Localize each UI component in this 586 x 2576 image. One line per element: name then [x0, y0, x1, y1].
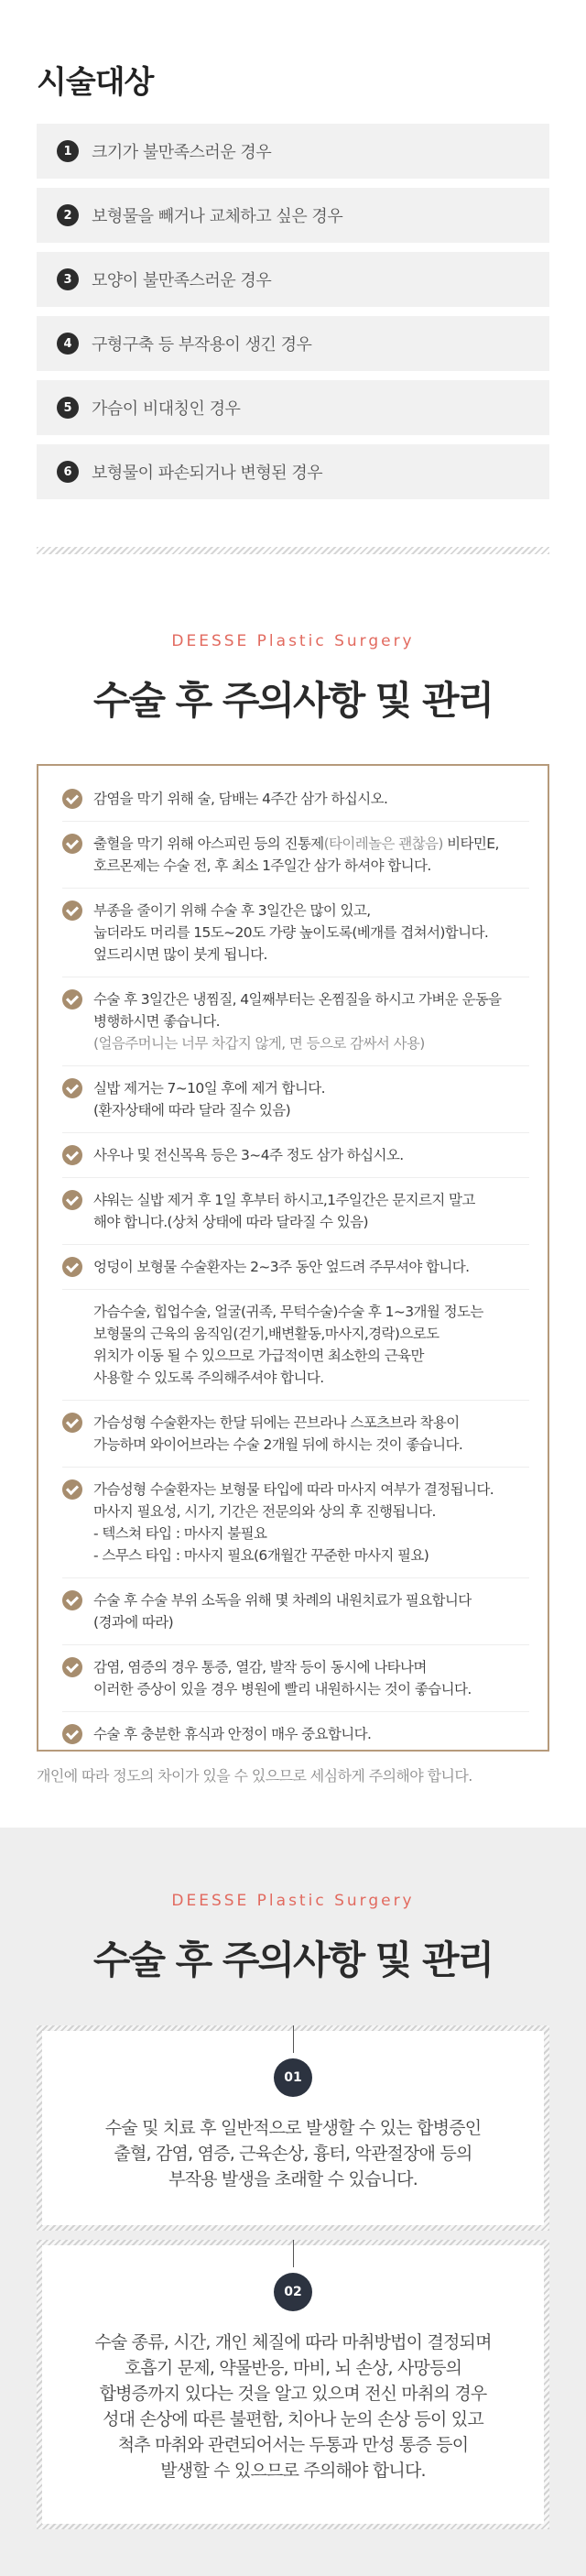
caution-line: (환자상태에 따라 달라 질수 있음) — [93, 1102, 291, 1119]
caution-line: 마사지 필요성, 시기, 기간은 전문의와 상의 후 진행됩니다. — [93, 1503, 436, 1520]
caution-line: 눕더라도 머리를 15도~20도 가량 높이도록(베개를 겹쳐서)합니다. — [93, 924, 489, 941]
target-text: 보형물을 빼거나 교체하고 싶은 경우 — [92, 207, 343, 226]
caution-item — [62, 822, 529, 889]
target-title: 시술대상 — [37, 64, 154, 101]
step-line: 호흡기 문제, 약물반응, 마비, 뇌 손상, 사망등의 — [124, 2358, 462, 2378]
caution-line: 호르몬제는 수술 전, 후 최소 1주일간 삼가 하셔야 합니다. — [93, 857, 431, 874]
target-text: 보형물이 파손되거나 변형된 경우 — [92, 464, 323, 483]
number-badge: 6 — [57, 461, 79, 483]
caution-line: 엎드리시면 많이 붓게 됩니다. — [93, 946, 267, 963]
number-badge: 5 — [57, 397, 79, 419]
caution-item — [62, 1178, 529, 1245]
caution-item — [62, 1133, 529, 1178]
caution-line: 가슴성형 수술환자는 보형물 타입에 따라 마사지 여부가 결정됩니다. — [93, 1481, 494, 1498]
caution-item — [62, 977, 529, 1066]
caution-line: - 텍스쳐 타입 : 마사지 불필요 — [93, 1525, 267, 1542]
check-icon — [62, 1724, 82, 1744]
caution-line: 가슴성형 수술환자는 한달 뒤에는 끈브라나 스포츠브라 착용이 — [93, 1414, 460, 1431]
brand-label: DEESSE Plastic Surgery — [171, 1892, 415, 1910]
section-heading: 수술 후 주의사항 및 관리 — [92, 1937, 494, 1982]
caution-item — [62, 1712, 529, 1756]
target-item — [37, 252, 549, 307]
check-icon — [62, 1413, 82, 1433]
number-badge: 3 — [57, 268, 79, 290]
complication-section — [0, 1828, 586, 2576]
caution-note: (얼음주머니는 너무 차갑지 않게, 면 등으로 감싸서 사용) — [93, 1035, 425, 1052]
caution-item — [62, 1066, 529, 1133]
caution-item — [62, 1645, 529, 1712]
check-icon — [62, 1190, 82, 1210]
caution-line: 감염을 막기 위해 술, 담배는 4주간 삼가 하십시오. — [93, 791, 388, 807]
caution-note: (타이레놀은 괜찮음) — [323, 835, 443, 852]
caution-line: 가능하며 와이어브라는 수술 2개월 뒤에 하시는 것이 좋습니다. — [93, 1436, 463, 1453]
caution-footnote: 개인에 따라 정도의 차이가 있을 수 있으므로 세심하게 주의해야 합니다. — [37, 1767, 472, 1785]
step-line: 수술 종류, 시간, 개인 체질에 따라 마취방법이 결정되며 — [94, 2332, 492, 2352]
step-line: 수술 및 치료 후 일반적으로 발생할 수 있는 합병증인 — [104, 2118, 482, 2138]
target-section — [0, 0, 586, 568]
target-text: 가슴이 비대칭인 경우 — [92, 399, 241, 419]
number-badge: 2 — [57, 204, 79, 226]
caution-item — [62, 1401, 529, 1468]
caution-line: 보형물의 근육의 움직임(걷기,배변활동,마사지,경락)으로도 — [93, 1326, 440, 1342]
target-item — [37, 188, 549, 243]
target-text: 구형구축 등 부작용이 생긴 경우 — [92, 335, 312, 355]
check-icon — [62, 989, 82, 1010]
target-item — [37, 380, 549, 435]
check-icon — [62, 1257, 82, 1277]
caution-item — [62, 1468, 529, 1578]
check-icon — [62, 901, 82, 921]
step-card — [37, 2025, 549, 2231]
check-icon — [62, 1657, 82, 1677]
step-line: 부작용 발생을 초래할 수 있습니다. — [168, 2169, 418, 2189]
check-icon — [62, 834, 82, 854]
step-card — [37, 2240, 549, 2529]
target-item — [37, 316, 549, 371]
caution-line: 수술 후 3일간은 냉찜질, 4일째부터는 온찜질을 하시고 가벼운 운동을 — [93, 991, 502, 1008]
caution-line: 수술 후 충분한 휴식과 안정이 매우 중요합니다. — [93, 1726, 372, 1742]
check-icon — [62, 1145, 82, 1165]
caution-line: 이러한 증상이 있을 경우 병원에 빨리 내원하시는 것이 좋습니다. — [93, 1681, 472, 1697]
caution-item — [62, 1578, 529, 1645]
step-line: 합병증까지 있다는 것을 알고 있으며 전신 마취의 경우 — [99, 2384, 487, 2404]
check-icon — [62, 1479, 82, 1500]
caution-line: (경과에 따라) — [93, 1614, 174, 1631]
target-text: 모양이 불만족스러운 경우 — [92, 271, 272, 290]
caution-line: 샤워는 실밥 제거 후 1일 후부터 하시고,1주일간은 문지르지 말고 — [93, 1192, 475, 1208]
number-badge: 1 — [57, 140, 79, 162]
caution-line: 사용할 수 있도록 주의해주셔야 합니다. — [93, 1370, 324, 1386]
check-icon — [62, 1078, 82, 1098]
caution-box — [37, 764, 549, 1752]
caution-line: 가슴수술, 힙업수술, 얼굴(귀족, 무턱수술)수술 후 1~3개월 정도는 — [93, 1304, 483, 1320]
caution-line: 감염, 염증의 경우 통증, 열감, 발작 등이 동시에 나타나며 — [93, 1659, 427, 1675]
step-line: 척추 마취와 관련되어서는 두통과 만성 통증 등이 — [117, 2435, 469, 2455]
connector-line — [293, 2240, 294, 2267]
caution-item — [62, 1245, 529, 1290]
caution-line: 출혈을 막기 위해 아스피린 등의 진통제 — [93, 835, 324, 852]
caution-line: 해야 합니다.(상처 상태에 따라 달라질 수 있음) — [93, 1214, 368, 1230]
caution-item — [62, 777, 529, 822]
target-list — [37, 124, 549, 499]
step-line: 발생할 수 있으므로 주의해야 합니다. — [160, 2461, 426, 2481]
caution-line: - 스무스 타입 : 마사지 필요(6개월간 꾸준한 마사지 필요) — [93, 1547, 429, 1564]
caution-line: 부종을 줄이기 위해 수술 후 3일간은 많이 있고, — [93, 902, 371, 919]
caution-section — [0, 568, 586, 1828]
caution-line: 사우나 및 전신목욕 등은 3~4주 정도 삼가 하십시오. — [93, 1147, 404, 1163]
step-number-badge: 02 — [274, 2273, 312, 2311]
check-icon — [62, 789, 82, 809]
target-item — [37, 444, 549, 499]
target-text: 크기가 불만족스러운 경우 — [92, 143, 272, 162]
caution-line: 비타민E, — [442, 835, 499, 852]
caution-line: 위치가 이동 될 수 있으므로 가급적이면 최소한의 근육만 — [93, 1348, 424, 1364]
step-line: 출혈, 감염, 염증, 근육손상, 흉터, 악관절장애 등의 — [114, 2144, 472, 2164]
caution-item — [62, 1290, 529, 1401]
stripe-divider — [37, 547, 549, 554]
caution-line: 수술 후 수술 부위 소독을 위해 몇 차례의 내원치료가 필요합니다 — [93, 1592, 472, 1609]
caution-line: 엉덩이 보형물 수술환자는 2~3주 동안 엎드려 주무셔야 합니다. — [93, 1259, 470, 1275]
caution-line: 실밥 제거는 7~10일 후에 제거 합니다. — [93, 1080, 325, 1097]
connector-line — [293, 2025, 294, 2053]
brand-label: DEESSE Plastic Surgery — [171, 632, 415, 650]
step-line: 성대 손상에 따른 불편함, 치아나 눈의 손상 등이 있고 — [103, 2409, 483, 2429]
step-number-badge: 01 — [274, 2058, 312, 2097]
number-badge: 4 — [57, 333, 79, 355]
caution-item — [62, 889, 529, 977]
check-icon — [62, 1590, 82, 1610]
target-item — [37, 124, 549, 179]
section-heading: 수술 후 주의사항 및 관리 — [92, 678, 494, 723]
caution-line: 병행하시면 좋습니다. — [93, 1013, 221, 1030]
